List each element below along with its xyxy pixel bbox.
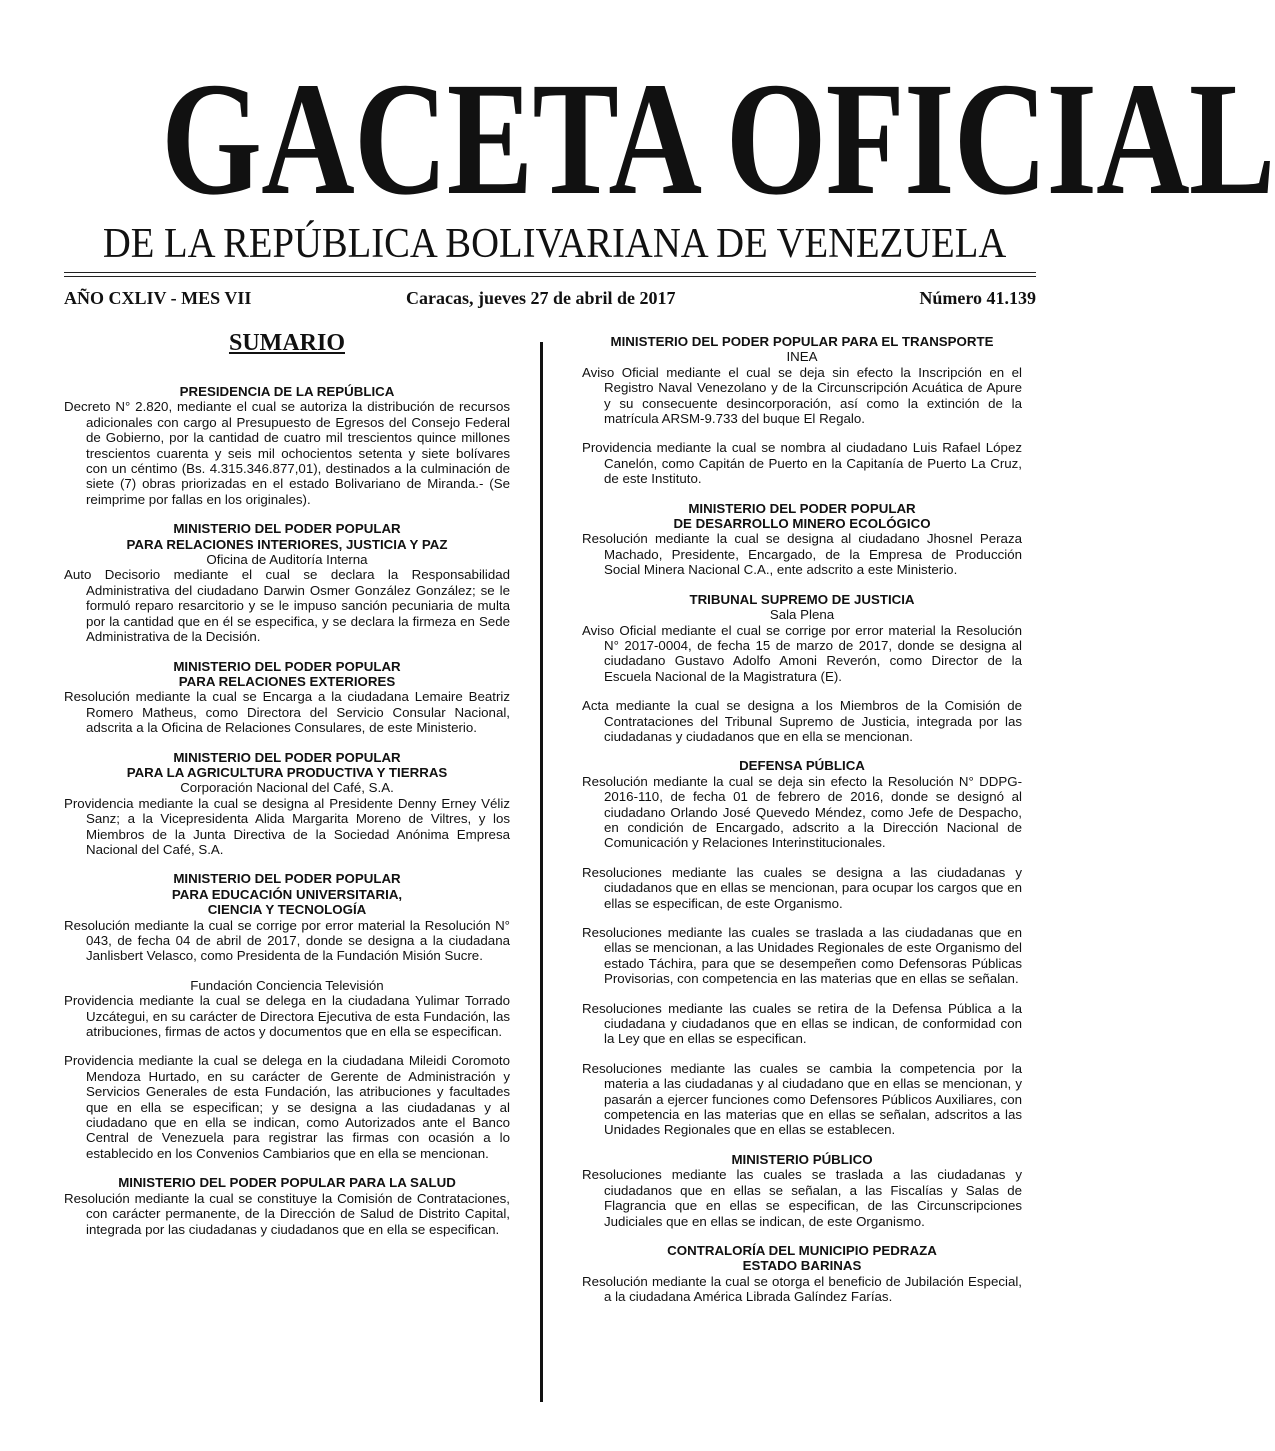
spacer (64, 645, 510, 659)
section-heading: MINISTERIO PÚBLICO (731, 1151, 873, 1167)
summary-entry: Resolución mediante la cual se designa al ciudadano Jhosnel Peraza Machado, Presidente, Encargado, de la Empresa de Producción Social Minera Nacional C.A., ente adscrito a este Ministerio. (582, 531, 1022, 578)
section-subheading: Fundación Conciencia Televisión (190, 977, 384, 993)
spacer (64, 1161, 510, 1175)
summary-entry: Resoluciones mediante las cuales se designa a las ciudadanas y ciudadanos que en ellas se mencionan, para ocupar los cargos que en ellas se especifican, de este Organismo. (582, 864, 1022, 911)
section-subheading: Corporación Nacional del Café, S.A. (180, 780, 394, 796)
issue-info-bar (64, 288, 1036, 312)
section-heading: MINISTERIO DEL PODER POPULAR (173, 871, 401, 887)
summary-entry: Resoluciones mediante las cuales se traslada a las ciudadanas que en ellas se mencionan, a las Unidades Regionales de este Organismo del estado Táchira, para que se desempeñen como Defensoras Públicas Provisorias, con competencia en las materias que en ellas se señalan. (582, 925, 1022, 987)
spacer (582, 911, 1022, 925)
year-month: AÑO CXLIV - MES VII (64, 288, 252, 308)
spacer (582, 744, 1022, 758)
spacer (582, 578, 1022, 592)
spacer (582, 1138, 1022, 1152)
section-heading: PRESIDENCIA DE LA REPÚBLICA (179, 384, 395, 399)
column-divider (540, 342, 543, 1402)
sumario-heading: SUMARIO (228, 330, 345, 356)
section-heading: DE DESARROLLO MINERO ECOLÓGICO (673, 516, 931, 532)
section-heading: PARA RELACIONES INTERIORES, JUSTICIA Y PAZ (126, 536, 448, 552)
spacer (64, 857, 510, 871)
summary-entry: Aviso Oficial mediante el cual se corrige por error material la Resolución N° 2017-0004, de fecha 15 de marzo de 2017, donde se designa al ciudadano Gustavo Adolfo Amoni Reverón, como Director de la Escuela Nacional de la Magistratura (E). (582, 622, 1022, 684)
section-subheading: Sala Plena (769, 607, 835, 623)
section-heading: DEFENSA PÚBLICA (739, 758, 865, 774)
section-heading: MINISTERIO DEL PODER POPULAR (173, 658, 401, 674)
header-rule-bottom (64, 276, 1036, 277)
spacer (64, 507, 510, 521)
section-subheading: INEA (786, 349, 818, 365)
right-column (582, 334, 1022, 1305)
summary-entry: Decreto N° 2.820, mediante el cual se autoriza la distribución de recursos adicionales con cargo al Presupuesto de Egresos del Consejo Federal de Gobierno, por la cantidad de cuatro mil trescientos quince millones trescientos cuarenta y seis mil ochocientos setenta y siete bolívares con un céntimo (Bs. 4.315.346.877,01), destinados a la culminación de siete (7) obras priorizadas en el estado Bolivariano de Miranda.- (Se reimprime por fallas en los originales). (64, 399, 510, 507)
summary-entry: Providencia mediante la cual se delega en la ciudadana Mileidi Coromoto Mendoza Hurtado, en su carácter de Gerente de Administración y Servicios Generales de esta Fundación, las atribuciones y facultades que en ella se especifican; y se designa a las ciudadanas y al ciudadano que en ella se indican, como Autorizados ante el Banco Central de Venezuela para registrar las firmas con ocasión a lo establecido en los Convenios Cambiarios que en ella se mencionan. (64, 1053, 510, 1161)
spacer (582, 851, 1022, 865)
spacer (64, 964, 510, 978)
summary-entry: Resoluciones mediante las cuales se traslada a las ciudadanas y ciudadanos que en ellas se señalan, a las Fiscalías y Salas de Flagrancia que en ellas se especifican, de las Circunscripciones Judiciales que en ellas se indican, de este Organismo. (582, 1167, 1022, 1229)
spacer (582, 487, 1022, 501)
issue-number: Número 41.139 (919, 288, 1036, 308)
spacer (582, 684, 1022, 698)
summary-entry: Providencia mediante la cual se nombra al ciudadano Luis Rafael López Canelón, como Capitán de Puerto en la Capitanía de Puerto La Cruz, de este Instituto. (582, 440, 1022, 487)
section-heading: CIENCIA Y TECNOLOGÍA (207, 902, 367, 918)
header-rule-top (64, 272, 1036, 273)
spacer (582, 1047, 1022, 1061)
issue-date: Caracas, jueves 27 de abril de 2017 (406, 288, 676, 308)
summary-entry: Resoluciones mediante las cuales se retira de la Defensa Pública a la ciudadana y ciudadanos que en ellas se indican, de conformidad con la Ley que en ellas se especifican. (582, 1000, 1022, 1047)
spacer (64, 1039, 510, 1053)
section-heading: MINISTERIO DEL PODER POPULAR PARA EL TRANSPORTE (610, 334, 994, 349)
summary-entry: Resolución mediante la cual se deja sin efecto la Resolución N° DDPG-2016-110, de fecha 01 de febrero de 2016, donde se designó al ciudadano Orlando José Quevedo Méndez, como Jefe de Despacho, en condición de Encargado, adscrito a la Dirección Nacional de Comunicación y Relaciones Interinstitucionales. (582, 773, 1022, 851)
summary-entry: Aviso Oficial mediante el cual se deja sin efecto la Inscripción en el Registro Naval Venezolano y de la Circunscripción Acuática de Apure y su consecuente desincorporación, así como la extinción de la matrícula ARSM-9.733 del buque El Regalo. (582, 364, 1022, 427)
section-heading: MINISTERIO DEL PODER POPULAR PARA LA SALUD (118, 1175, 456, 1191)
spacer (582, 987, 1022, 1001)
summary-entry: Auto Decisorio mediante el cual se declara la Responsabilidad Administrativa del ciudadano Darwin Osmer González González; se le formuló reparo resarcitorio y se le impuso sanción pecuniaria de multa por la cantidad que en él se especifica, y se declara la firmeza en Sede Administrativa de la Decisión. (64, 567, 510, 645)
summary-entry: Resolución mediante la cual se otorga el beneficio de Jubilación Especial, a la ciudadana América Librada Galíndez Farías. (582, 1273, 1022, 1305)
section-heading: CONTRALORÍA DEL MUNICIPIO PEDRAZA (667, 1242, 937, 1258)
section-heading: MINISTERIO DEL PODER POPULAR (173, 749, 401, 765)
section-heading: ESTADO BARINAS (742, 1258, 862, 1274)
summary-entry: Acta mediante la cual se designa a los Miembros de la Comisión de Contrataciones del Tribunal Supremo de Justicia, integrada por las ciudadanas y ciudadanos que en ella se mencionan. (582, 698, 1022, 744)
summary-entry: Resoluciones mediante las cuales se cambia la competencia por la materia a las ciudadanas y al ciudadano que en ellas se mencionan, y pasarán a ejercer funciones como Defensores Públicos Auxiliares, con competencia en las materias que en ellas se señalan, adscritos a las Unidades Regionales que en ellas se establecen. (582, 1060, 1022, 1138)
section-heading: MINISTERIO DEL PODER POPULAR (173, 521, 401, 537)
summary-entry: Providencia mediante la cual se delega en la ciudadana Yulimar Torrado Uzcátegui, en su carácter de Directora Ejecutiva de esta Fundación, las atribuciones, firmas de actos y documentos que en ella se especifican. (64, 993, 510, 1040)
section-heading: PARA RELACIONES EXTERIORES (178, 673, 396, 689)
section-heading: MINISTERIO DEL PODER POPULAR (688, 500, 916, 516)
left-column (64, 384, 510, 1237)
gazette-subtitle: DE LA REPÚBLICA BOLIVARIANA DE VENEZUELA (102, 221, 1007, 267)
summary-entry: Resolución mediante la cual se corrige por error material la Resolución N° 043, de fecha 04 de abril de 2017, donde se designa a la ciudadana Janlisbert Velasco, como Presidenta de la Fundación Misión Sucre. (64, 917, 510, 964)
spacer (582, 426, 1022, 440)
section-subheading: Oficina de Auditoría Interna (206, 552, 368, 568)
summary-entry: Providencia mediante la cual se designa al Presidente Denny Erney Véliz Sanz; a la Vicepresidenta Alida Margarita Moreno de Viltres, y los Miembros de la Junta Directiva de la Sociedad Anónima Empresa Nacional del Café, S.A. (64, 795, 510, 857)
spacer (64, 736, 510, 750)
section-heading: PARA LA AGRICULTURA PRODUCTIVA Y TIERRAS (126, 764, 448, 780)
summary-entry: Resolución mediante la cual se Encarga a la ciudadana Lemaire Beatriz Romero Matheus, como Directora del Servicio Consular Nacional, adscrita a la Oficina de Relaciones Consulares, de este Ministerio. (64, 689, 510, 736)
gazette-title: GACETA OFICIAL (161, 50, 1275, 229)
summary-entry: Resolución mediante la cual se constituye la Comisión de Contrataciones, con carácter permanente, de la Dirección de Salud de Distrito Capital, integrada por las ciudadanas y ciudadanos que en ella se especifican. (64, 1190, 510, 1237)
spacer (582, 1229, 1022, 1243)
section-heading: PARA EDUCACIÓN UNIVERSITARIA, (171, 886, 403, 902)
section-heading: TRIBUNAL SUPREMO DE JUSTICIA (689, 591, 915, 607)
masthead (64, 50, 1275, 267)
